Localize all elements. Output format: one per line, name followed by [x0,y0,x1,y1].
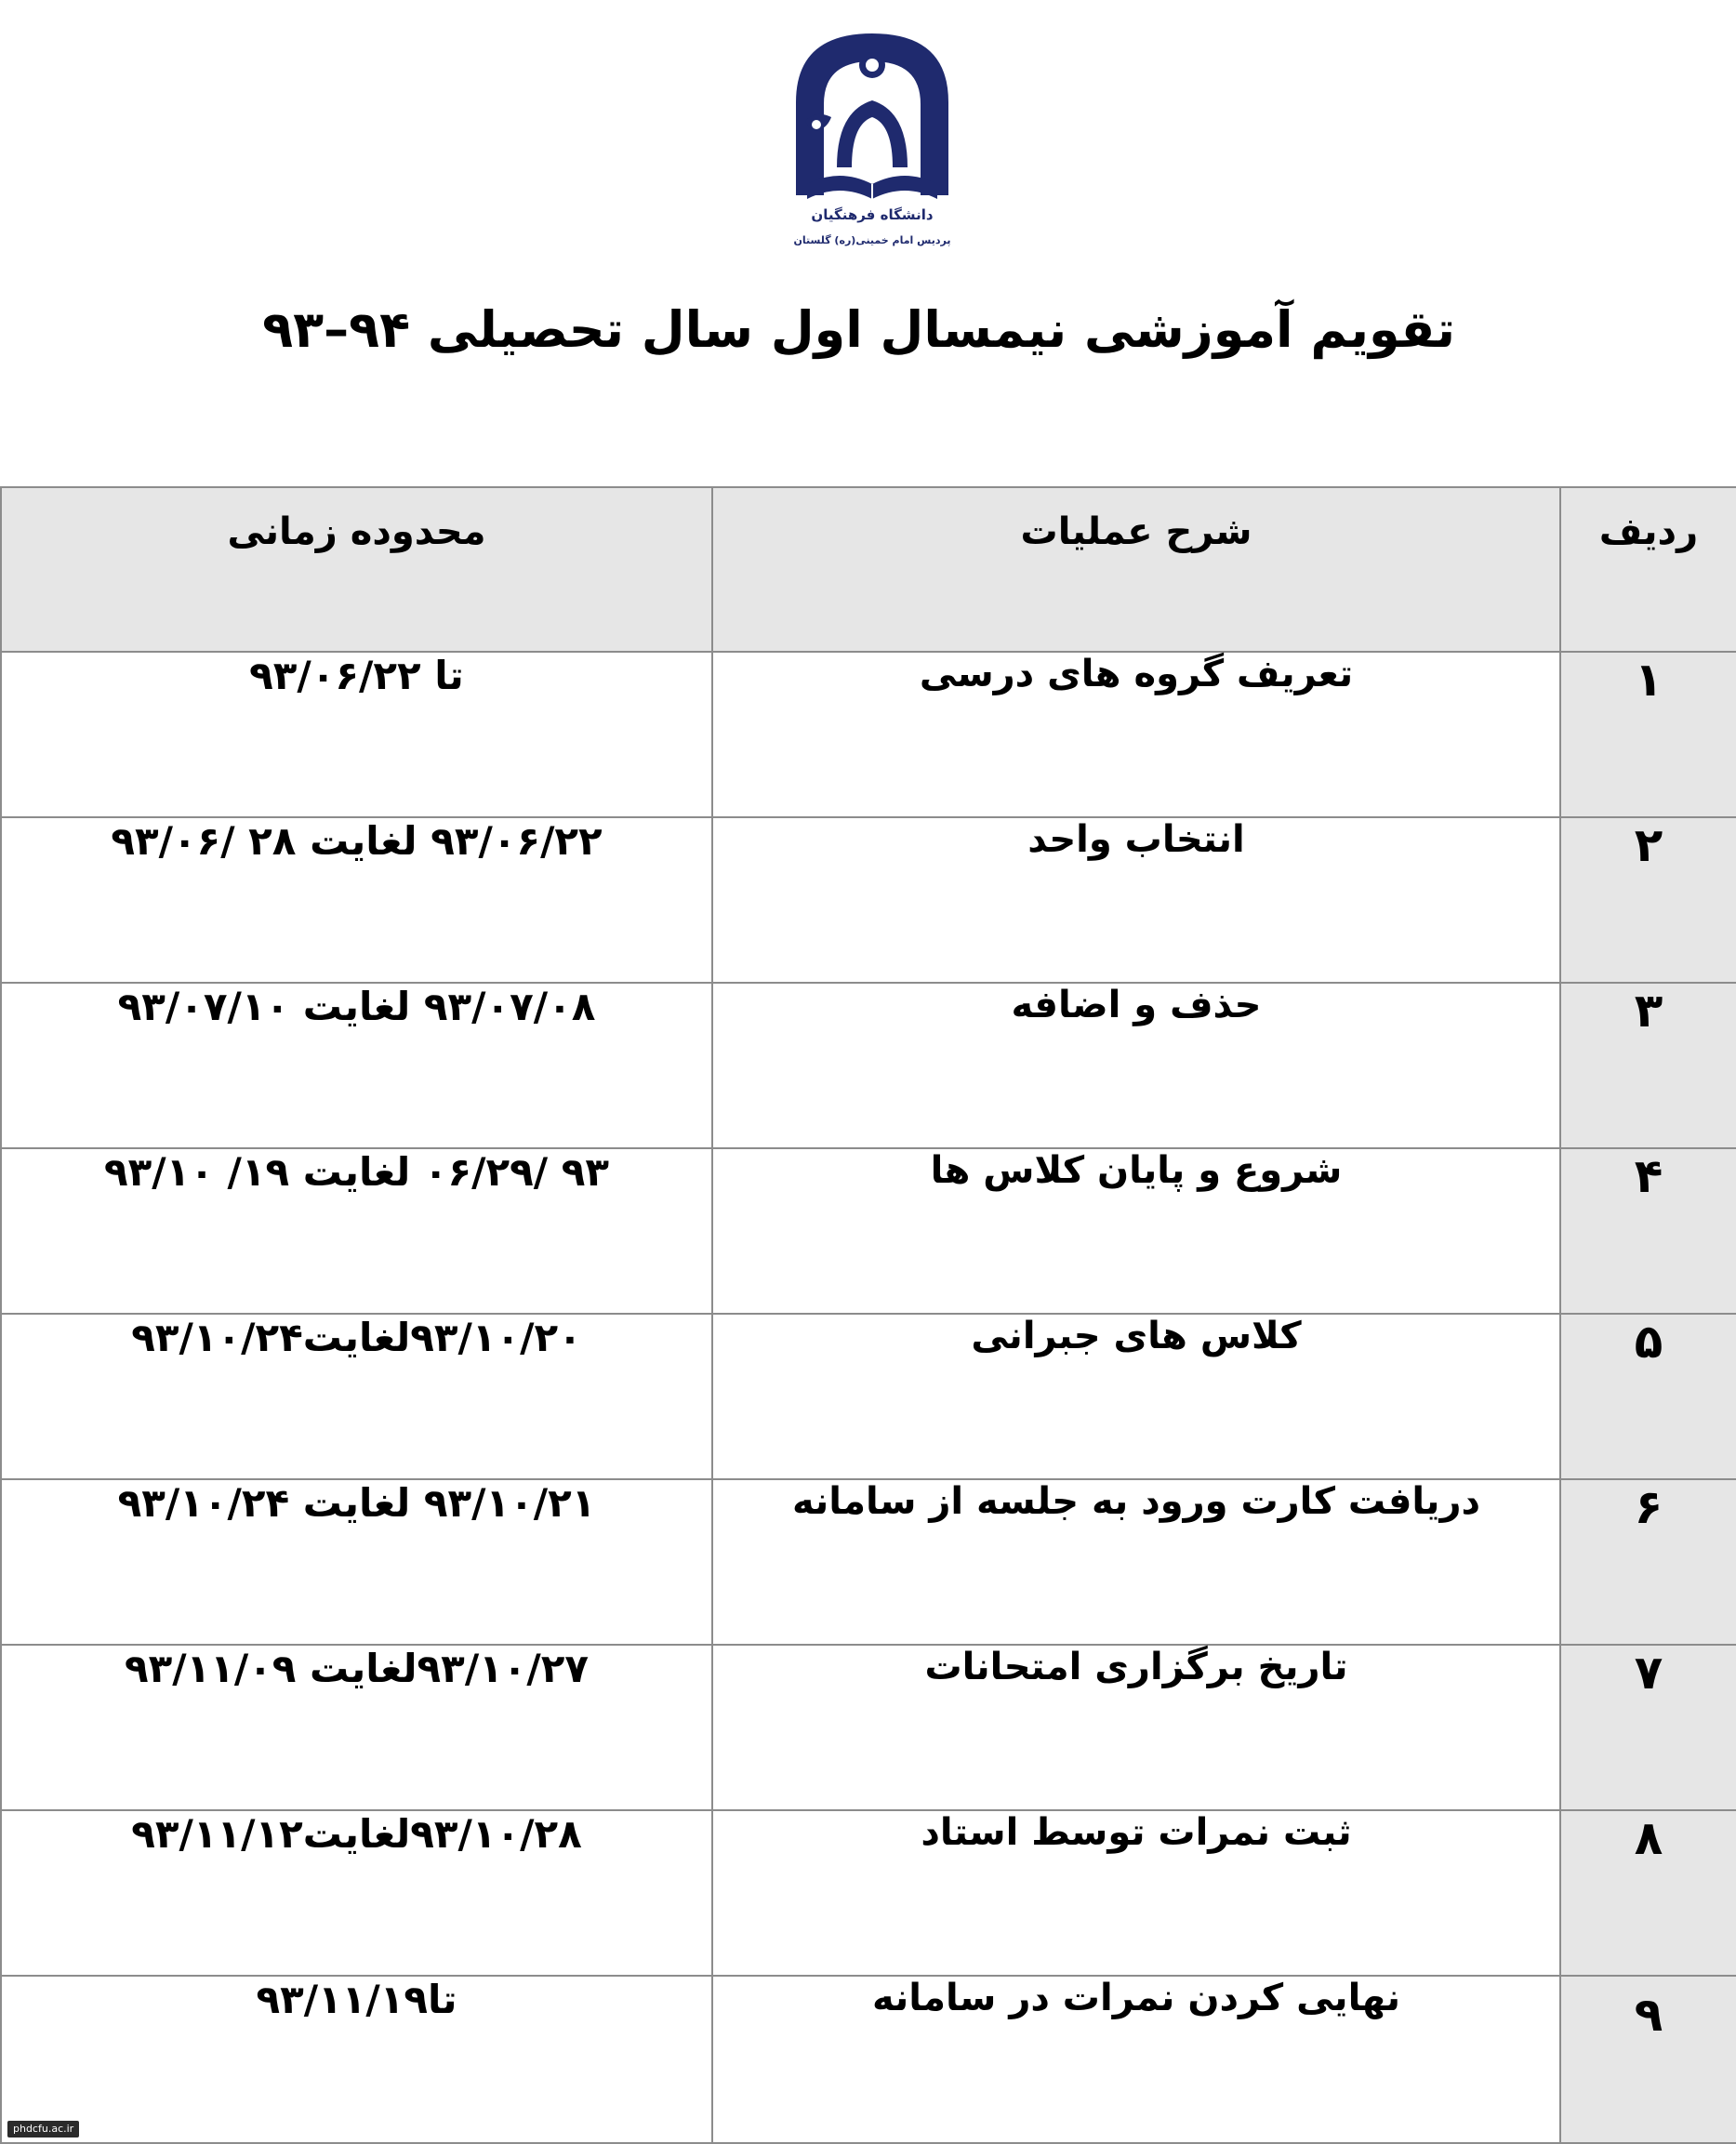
row-date-range: ۹۳/۱۰/۲۷لغایت ۹۳/۱۱/۰۹ [1,1645,712,1810]
row-description: ثبت نمرات توسط استاد [712,1810,1560,1976]
table-row [1,1810,1736,1976]
row-number: ۴ [1560,1148,1736,1314]
row-number: ۹ [1560,1976,1736,2143]
header-row-number: ردیف [1560,487,1736,652]
row-number: ۵ [1560,1314,1736,1479]
row-date-range: ۹۳ /۰۶/۲۹ لغایت ۱۹/ ۹۳/۱۰ [1,1148,712,1314]
row-date-range: ۹۳/۰۷/۰۸ لغایت ۹۳/۰۷/۱۰ [1,983,712,1148]
table-row [1,1645,1736,1810]
row-number: ۳ [1560,983,1736,1148]
university-logo [788,28,956,265]
table-header-row [1,487,1736,652]
header-description: شرح عملیات [712,487,1560,652]
row-date-range: تا۹۳/۱۱/۱۹ [1,1976,712,2143]
row-number: ۲ [1560,817,1736,983]
row-number: ۸ [1560,1810,1736,1976]
row-description: نهایی کردن نمرات در سامانه [712,1976,1560,2143]
page-title: تقویم آموزشی نیمسال اول سال تحصیلی ۹۴–۹۳ [262,300,1455,359]
header-date-range: محدوده زمانی [1,487,712,652]
row-number: ۶ [1560,1479,1736,1645]
row-description: حذف و اضافه [712,983,1560,1148]
logo-caption-university: دانشگاه فرهنگیان [811,206,934,223]
table-row [1,1148,1736,1314]
row-date-range: ۹۳/۱۰/۲۸لغایت۹۳/۱۱/۱۲ [1,1810,712,1976]
row-description: تاریخ برگزاری امتحانات [712,1645,1560,1810]
university-emblem-icon [788,28,956,205]
table-row [1,1314,1736,1479]
table-row [1,1479,1736,1645]
logo-caption-campus: پردیس امام خمینی(ره) گلستان [793,234,951,246]
table-row [1,817,1736,983]
row-number: ۷ [1560,1645,1736,1810]
row-description: کلاس های جبرانی [712,1314,1560,1479]
row-date-range: تا ۹۳/۰۶/۲۲ [1,652,712,817]
row-date-range: ۹۳/۱۰/۲۱ لغایت ۹۳/۱۰/۲۴ [1,1479,712,1645]
row-date-range: ۹۳/۰۶/۲۲ لغایت ۲۸ /۹۳/۰۶ [1,817,712,983]
row-number: ۱ [1560,652,1736,817]
row-description: دریافت کارت ورود به جلسه از سامانه [712,1479,1560,1645]
row-description: انتخاب واحد [712,817,1560,983]
academic-calendar-table [0,486,1736,2144]
row-description: تعریف گروه های درسی [712,652,1560,817]
table-row [1,1976,1736,2143]
row-date-range: ۹۳/۱۰/۲۰لغایت۹۳/۱۰/۲۴ [1,1314,712,1479]
site-watermark: phdcfu.ac.ir [7,2121,79,2137]
table-row [1,652,1736,817]
table-row [1,983,1736,1148]
row-description: شروع و پایان کلاس ها [712,1148,1560,1314]
